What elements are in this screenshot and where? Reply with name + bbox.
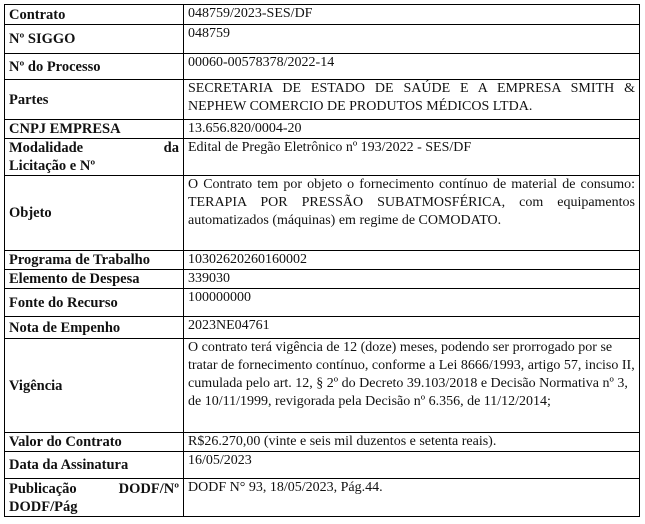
row-value: 100000000 <box>184 289 640 317</box>
label-line-1 <box>9 139 179 157</box>
contract-summary-table <box>4 4 640 517</box>
table-row <box>5 317 640 339</box>
label-part: Modalidade <box>9 140 84 156</box>
table-row <box>5 433 640 452</box>
row-value: Edital de Pregão Eletrônico nº 193/2022 - SES/DF <box>184 139 640 176</box>
row-value: SECRETARIA DE ESTADO DE SAÚDE E A EMPRESA SMITH & NEPHEW COMERCIO DE PRODUTOS MÉDICOS LTDA. <box>184 80 640 120</box>
row-label: Elemento de Despesa <box>5 270 184 289</box>
table-row <box>5 270 640 289</box>
table-row <box>5 120 640 139</box>
row-value: 2023NE04761 <box>184 317 640 339</box>
row-label: Partes <box>5 80 184 120</box>
row-value: 00060-00578378/2022-14 <box>184 54 640 80</box>
table-row <box>5 452 640 479</box>
table-row <box>5 25 640 54</box>
row-label: Programa de Trabalho <box>5 251 184 270</box>
row-value: R$26.270,00 (vinte e seis mil duzentos e setenta reais). <box>184 433 640 452</box>
table-row <box>5 80 640 120</box>
label-part: Publicação <box>9 480 77 497</box>
label-line-1 <box>9 480 179 498</box>
row-label: Data da Assinatura <box>5 452 184 479</box>
table-row <box>5 289 640 317</box>
row-label-split <box>5 479 184 517</box>
row-label: Fonte do Recurso <box>5 289 184 317</box>
row-label: Nº SIGGO <box>5 25 184 54</box>
row-label: Valor do Contrato <box>5 433 184 452</box>
label-part: da <box>163 140 179 156</box>
row-label: CNPJ EMPRESA <box>5 120 184 139</box>
table-row <box>5 479 640 517</box>
row-value: O Contrato tem por objeto o fornecimento contínuo de material de consumo: TERAPIA POR PRESSÃO SUBATMOSFÉRICA, com equipamentos automatizados (máquinas) em regime de COMODATO. <box>184 176 640 251</box>
row-value: O contrato terá vigência de 12 (doze) meses, podendo ser prorrogado por se tratar de fornecimento contínuo, conforme a Lei 8666/1993, artigo 57, inciso II, cumulada pelo art. 12, § 2º do Decreto 39.103/2018 e Decisão Normativa nº 3, de 10/11/1999, revigorada pela Decisão nº 6.356, de 11/12/2014; <box>184 339 640 433</box>
row-value: 048759/2023-SES/DF <box>184 5 640 25</box>
table-row <box>5 339 640 433</box>
row-label-split <box>5 139 184 176</box>
row-value: 16/05/2023 <box>184 452 640 479</box>
row-label: Vigência <box>5 339 184 433</box>
row-value: 13.656.820/0004-20 <box>184 120 640 139</box>
row-value: 339030 <box>184 270 640 289</box>
label-part: DODF/Nº <box>118 480 179 497</box>
table-row <box>5 139 640 176</box>
row-label: Nota de Empenho <box>5 317 184 339</box>
row-value: 10302620260160002 <box>184 251 640 270</box>
row-value: DODF N° 93, 18/05/2023, Pág.44. <box>184 479 640 517</box>
label-line-2: Licitação e Nº <box>9 158 96 174</box>
row-label: Nº do Processo <box>5 54 184 80</box>
row-value: 048759 <box>184 25 640 54</box>
row-label: Contrato <box>5 5 184 25</box>
table-row <box>5 5 640 25</box>
table-row <box>5 176 640 251</box>
row-label: Objeto <box>5 176 184 251</box>
label-line-2: DODF/Pág <box>9 498 78 515</box>
table-row <box>5 251 640 270</box>
table-row <box>5 54 640 80</box>
